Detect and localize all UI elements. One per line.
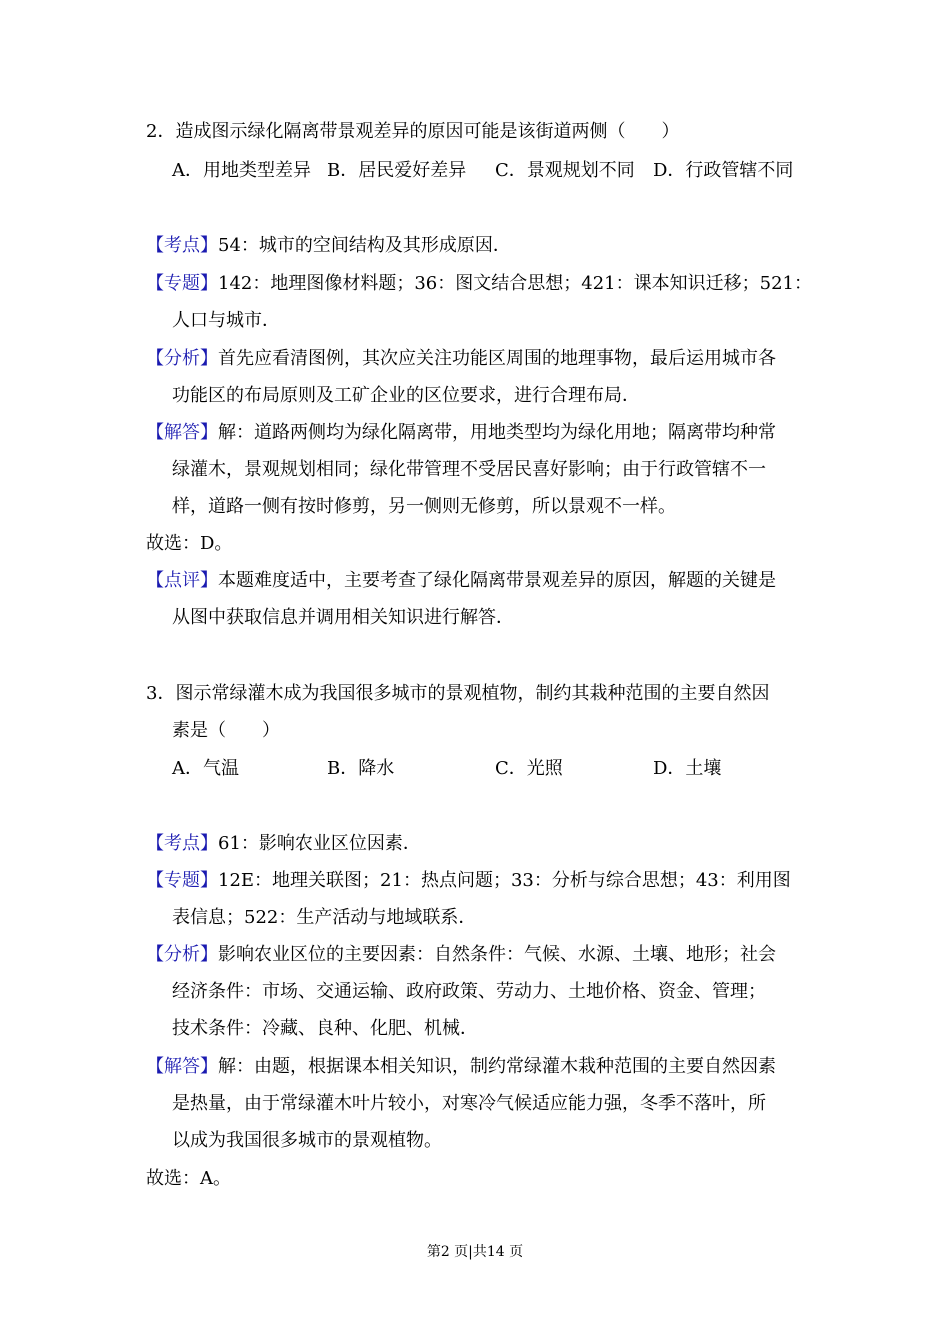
q3-jieda [146, 1055, 776, 1079]
q3-fenxi-line2: 经济条件：市场、交通运输、政府政策、劳动力、土地价格、资金、管理； [172, 981, 766, 1002]
jieda-tag: 【解答】 [146, 1056, 218, 1077]
q2-zhuanti-line2: 人口与城市． [172, 310, 280, 331]
q2-option-d: D．行政管辖不同 [653, 160, 794, 181]
q2-stem: 2．造成图示绿化隔离带景观差异的原因可能是该街道两侧（ ） [146, 121, 680, 142]
fenxi-tag: 【分析】 [146, 944, 218, 965]
q3-kaodian [146, 832, 421, 856]
q2-zhuanti-line1: 142：地理图像材料题；36：图文结合思想；421：课本知识迁移；521： [218, 273, 812, 294]
q2-option-a: A．用地类型差异 [172, 160, 311, 181]
q2-jieda-line1: 解：道路两侧均为绿化隔离带，用地类型均为绿化用地；隔离带均种常 [218, 422, 776, 443]
q3-stem-line1: 3．图示常绿灌木成为我国很多城市的景观植物，制约其栽种范围的主要自然因 [146, 683, 770, 704]
q2-fenxi-line1: 首先应看清图例，其次应关注功能区周围的地理事物，最后运用城市各 [218, 348, 776, 369]
q3-jieda-line1: 解：由题，根据课本相关知识，制约常绿灌木栽种范围的主要自然因素 [218, 1056, 776, 1077]
q2-answer: 故选：D。 [146, 533, 233, 554]
q3-jieda-line2: 是热量，由于常绿灌木叶片较小，对寒冷气候适应能力强，冬季不落叶，所 [172, 1093, 766, 1114]
q3-zhuanti [146, 869, 791, 893]
q2-jieda [146, 421, 776, 445]
q2-dianping-line1: 本题难度适中，主要考查了绿化隔离带景观差异的原因，解题的关键是 [218, 570, 776, 591]
fenxi-tag: 【分析】 [146, 348, 218, 369]
q2-fenxi [146, 347, 776, 371]
q2-option-c: C．景观规划不同 [495, 160, 635, 181]
page-footer: 第2 页|共14 页 [426, 1244, 524, 1260]
zhuanti-tag: 【专题】 [146, 870, 218, 891]
q3-option-b: B．降水 [327, 758, 395, 779]
q3-fenxi-line1: 影响农业区位的主要因素：自然条件：气候、水源、土壤、地形；社会 [218, 944, 776, 965]
jieda-tag: 【解答】 [146, 422, 218, 443]
q3-fenxi-line3: 技术条件：冷藏、良种、化肥、机械． [172, 1018, 478, 1039]
q3-option-a: A．气温 [172, 758, 239, 779]
q2-fenxi-line2: 功能区的布局原则及工矿企业的区位要求，进行合理布局． [172, 385, 640, 406]
dianping-tag: 【点评】 [146, 570, 218, 591]
zhuanti-tag: 【专题】 [146, 273, 218, 294]
q3-zhuanti-line1: 12E：地理关联图；21：热点问题；33：分析与综合思想；43：利用图 [218, 870, 791, 891]
q3-option-d: D．土壤 [653, 758, 722, 779]
kaodian-tag: 【考点】 [146, 833, 218, 854]
q3-zhuanti-line2: 表信息；522：生产活动与地域联系． [172, 907, 477, 928]
q2-kaodian-text: 54：城市的空间结构及其形成原因． [218, 235, 511, 256]
q3-fenxi [146, 943, 776, 967]
q3-jieda-line3: 以成为我国很多城市的景观植物。 [172, 1130, 442, 1151]
q2-jieda-line2: 绿灌木，景观规划相同；绿化带管理不受居民喜好影响；由于行政管辖不一 [172, 459, 766, 480]
q2-option-b: B．居民爱好差异 [327, 160, 467, 181]
q2-jieda-line3: 样，道路一侧有按时修剪，另一侧则无修剪，所以景观不一样。 [172, 496, 676, 517]
q2-dianping-line2: 从图中获取信息并调用相关知识进行解答． [172, 607, 514, 628]
q3-answer: 故选：A。 [146, 1168, 231, 1189]
q3-kaodian-text: 61：影响农业区位因素． [218, 833, 421, 854]
q2-zhuanti [146, 272, 812, 296]
q2-options [172, 159, 812, 183]
q3-stem-line2: 素是（ ） [172, 720, 280, 741]
q2-dianping [146, 569, 776, 593]
q3-options [172, 757, 812, 781]
q3-option-c: C．光照 [495, 758, 563, 779]
q2-kaodian [146, 234, 511, 258]
kaodian-tag: 【考点】 [146, 235, 218, 256]
